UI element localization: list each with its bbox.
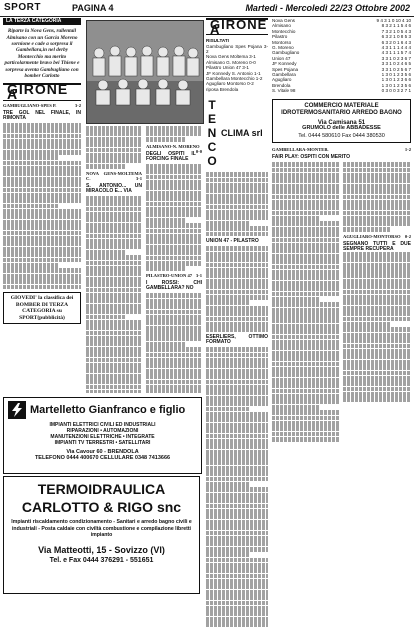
ad-line: RIPARAZIONI • AUTOMAZIONI <box>66 428 139 434</box>
results-row: Agugliaro Montorso 0-2 <box>206 81 254 87</box>
match-title: AGUGLIARO-MONTORSO 0-2 <box>343 233 411 239</box>
page-header <box>0 0 414 17</box>
match-subhead: FAIR PLAY: OSPITI CON MERITO <box>272 154 350 161</box>
tenco-vertical: T E N C O <box>207 98 217 169</box>
ad-address: Via Matteotti, 15 - Sovizzo (VI) <box>38 544 165 555</box>
section-banner: LA TERZA CATEGORIA <box>3 18 81 25</box>
column-1 <box>3 18 81 393</box>
issue-date: Martedì - Mercoledì 22/23 Ottobre 2002 <box>245 3 410 13</box>
girone-title: GIRONE A <box>206 18 268 35</box>
ad-city: GRUMOLO delle ABBADESSE <box>302 124 381 131</box>
results-table <box>206 38 268 92</box>
ad-phone: Tel. e Fax 0444 376291 - 551651 <box>49 556 154 564</box>
newspaper-brand: SPORT <box>4 2 41 13</box>
ad-company-name: TERMOIDRAULICA <box>37 481 166 497</box>
idrotermo-ad <box>272 99 411 143</box>
column-2 <box>86 126 142 393</box>
standings-row: Pilastro 6 3 2 1 0 8 5 3 <box>272 34 411 40</box>
ad-line: MANUTENZIONI ELETTRICHE • INTEGRATE <box>50 434 155 440</box>
bomber-box: GIOVEDI' la classifica dei BOMBER DI TERZA CATEGORIA su SPORT(pubblicità) <box>3 292 81 324</box>
standings-row: Nova Gens 9 4 3 1 0 10 4 10 <box>272 18 411 23</box>
column-5 <box>272 18 411 638</box>
results-row: Gambellara Montecchio 1-2 <box>206 76 263 82</box>
match-title: GAMBELLARA-MONTEB. 1-2 <box>272 146 411 152</box>
standings-row: Gambugliano 4 3 1 1 1 5 7 4 <box>272 50 411 56</box>
match-subhead: I ROSSI: CHI GAMBELLARA? NO <box>146 280 202 292</box>
article-body <box>206 347 268 627</box>
clima-name: CLIMA srl <box>221 128 263 139</box>
match-title: ALMISANO-N. MORENO 0-0 <box>146 143 202 154</box>
standings-row: Montorso 6 3 2 0 1 6 4 3 <box>272 39 411 45</box>
lightning-logo-icon <box>8 401 26 419</box>
results-row: JF Konnedy S. Antonio 1-1 <box>206 70 261 76</box>
article-body <box>86 126 142 169</box>
results-row: Almisano G. Moreno 0-0 <box>206 59 256 65</box>
article-body <box>3 123 81 290</box>
team-photo <box>86 20 204 124</box>
results-row: Pilastro Union 47 3-1 <box>206 65 249 71</box>
ad-address: Via Cavour 60 - BRENDOLA <box>66 449 139 455</box>
match-title: GAMBUGLIANO-SPES P. 3-2 <box>3 102 81 108</box>
column-4 <box>206 18 268 638</box>
ad-line: IMPIANTI ELETTRICI CIVILI ED INDUSTRIALI <box>49 422 156 428</box>
match-title: NOVA GENS-MOLTEMA C. 3-1 <box>86 170 142 181</box>
match-subhead: UNION 47 - PILASTRO <box>206 238 259 245</box>
standings-row: Spes Pojana 3 3 1 0 2 5 6 7 <box>272 66 411 72</box>
ad-address: Via Camisana 51 <box>317 119 366 126</box>
match-title: PILASTRO-UNION 47 3-1 <box>146 273 202 279</box>
martelletto-ad <box>3 397 202 474</box>
standings-row: Almisano 8 3 2 1 1 5 4 6 <box>272 23 411 29</box>
standings-row: Union 47 3 3 1 0 2 3 6 7 <box>272 55 411 61</box>
ad-title: COMMERCIO MATERIALE IDROTERMOSANITARIO ARREDO BAGNO <box>281 102 402 117</box>
ad-line: IMPIANTI TV TERRESTRI • SATELLITARI <box>54 440 151 446</box>
article-body <box>86 196 142 393</box>
standings-row: S. Vitale 98 0 3 0 0 3 2 7 1 <box>272 88 411 94</box>
standings-row: JF Konnedy 3 3 1 0 2 4 6 5 <box>272 61 411 67</box>
lead-headline: Riparte la Nova Gens, rallentail Almisano con un Garcia Moreno sornione e cade a sorpresa il Gambellara,in nel derby Montecchio ma merito particolarmente bravo bei Thiene e sorpresa aventa Gambugliano con bomber Carlotto <box>4 28 80 79</box>
results-row: Nova Gens Moltema 3-1 <box>206 54 256 60</box>
page-number: PAGINA 4 <box>72 3 114 13</box>
results-row: Gambugliano Spes Pojana 3-2 <box>206 43 268 54</box>
ad-line: Impianti riscaldamento condizionamento - Sanitari e arredo bagno civili e industriali - Posta caldaie con civiltà combustione e compilazione libretti impianto <box>11 519 192 538</box>
article-body <box>206 246 268 332</box>
team-photo-image <box>87 21 203 123</box>
match-subhead: SEGNANO TUTTI E DUE SEMPRE RECUPERA <box>343 240 411 252</box>
match-subhead: ESERLIERS, OTTIMO FORMATO <box>206 334 268 346</box>
match-subhead: DEGLI OSPITI IL FORCING FINALE <box>146 150 196 162</box>
standings-row: Montecchio 7 3 2 1 0 5 4 3 <box>272 28 411 34</box>
ad-company-name: CARLOTTO & RIGO snc <box>21 499 182 515</box>
standings-table <box>272 18 411 94</box>
article-body <box>272 162 411 442</box>
column-3 <box>146 126 202 393</box>
match-subhead: S. ANTONIO... UN MIRACOLO E... VIA <box>86 182 142 194</box>
standings-row: Agugliaro 1 3 0 1 2 3 6 6 <box>272 77 411 83</box>
standings-row: Gambellara 1 3 0 1 2 3 5 6 <box>272 72 411 78</box>
article-body <box>146 126 202 142</box>
results-row: riposa Brendola <box>206 86 239 92</box>
ad-phone: TELEFONO 0444 400670 CELLULARE 0348 7413666 <box>34 455 171 461</box>
standings-row: G. Moreno 4 3 1 1 1 4 4 4 <box>272 45 411 51</box>
results-title: RISULTATI <box>206 38 229 44</box>
standings-row: Brendola 1 3 0 1 2 3 5 6 <box>272 82 411 88</box>
girone-title: GIRONE A <box>3 83 81 100</box>
article-body <box>146 164 202 271</box>
ad-phone: Tel. 0444 580610 Fax 0444 380530 <box>298 132 385 139</box>
termoidraulica-ad <box>3 476 200 594</box>
ad-company-name: Martelletto Gianfranco e figlio <box>30 404 186 416</box>
tenco-ad <box>206 98 268 168</box>
match-subhead: TRE GOL NEL FINALE, IN RIMONTA <box>3 109 81 121</box>
article-body <box>146 293 202 393</box>
article-body <box>206 172 268 236</box>
